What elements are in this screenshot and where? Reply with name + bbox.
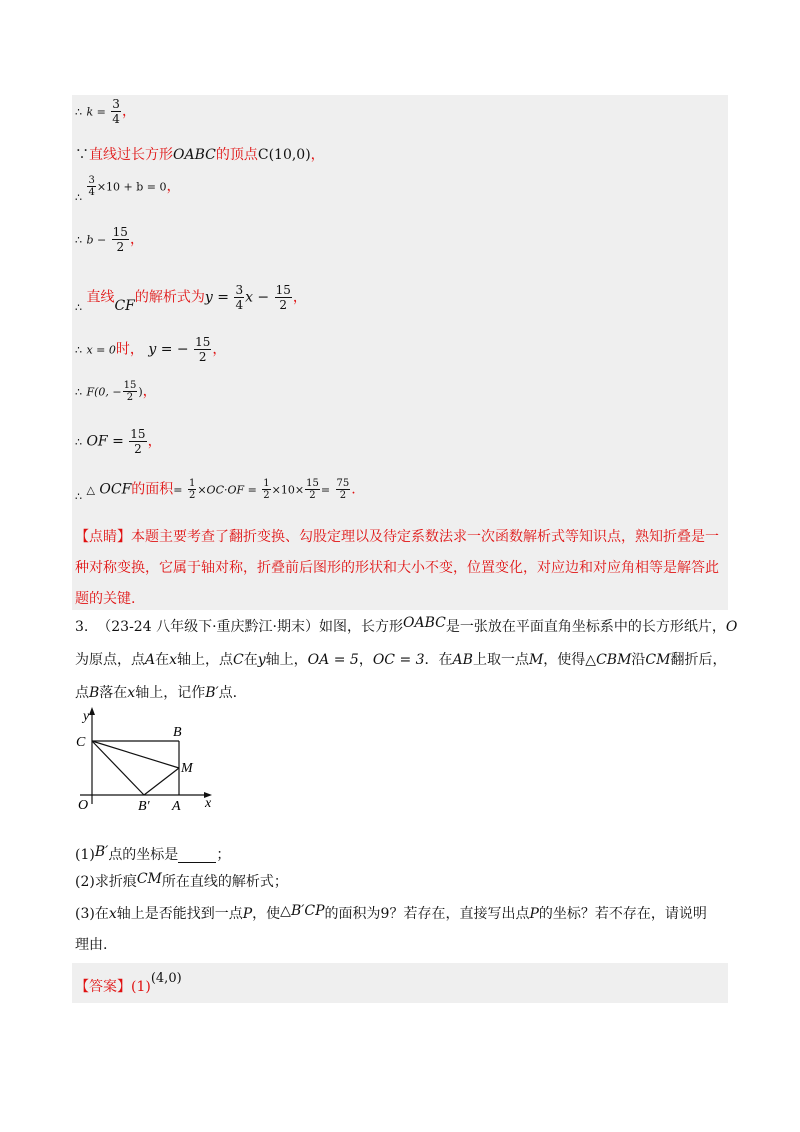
label-m: M (181, 761, 193, 776)
question-line-3: 点B落在x轴上，记作B′点. (75, 685, 238, 701)
step-b-value: ∴ b − $\frac{15}{2}$ ， (75, 225, 144, 254)
step-point-f: ∴ F(0, − $\frac{15}{2}$ )， (75, 380, 157, 403)
question-line-1: 3. （23-24 八年级下·重庆黔江·期末）如图，长方形OABC是一张放在平面直角坐标系中的长方形纸片，O (75, 615, 738, 635)
question-line-2: 为原点，点A在x轴上，点C在y轴上，OA = 5，OC = 3．在AB上取一点M，使得△CBM沿CM翻折后， (75, 652, 727, 668)
fraction-3-4-slope: $\frac{3}{4}$ (235, 283, 244, 312)
x-axis-label: x (205, 796, 212, 811)
subquestion-3-line-2: 理由. (75, 937, 108, 953)
comment-text: 本题主要考查了翻折变换、勾股定理以及待定系数法求一次函数解析式等知识点，熟知折叠是一种对称变换，它属于轴对称，折叠前后图形的形状和大小不变，位置变化，对应边和对应角相等是解答此题的关键. (75, 529, 719, 607)
segment-b-prime-m (144, 768, 179, 795)
coordinate-figure (72, 704, 222, 814)
label-c: C (76, 735, 86, 750)
fraction-15-2-y: $\frac{15}{2}$ (195, 335, 211, 364)
fraction-1-2-b: $\frac{1}{2}$ (263, 478, 270, 501)
subquestion-2: (2)求折痕CM所在直线的解析式； (75, 871, 288, 890)
answer-blank[interactable] (178, 848, 216, 863)
subquestion-1: (1)B′点的坐标是 ； (75, 844, 231, 863)
fraction-1-2-a: $\frac{1}{2}$ (188, 478, 196, 501)
step-of-length: ∴ OF = $\frac{15}{2}$ ， (75, 427, 162, 456)
fraction-15-2-intercept: $\frac{15}{2}$ (275, 283, 291, 312)
step-line-through-c: ∵直线过长方形OABC的顶点C(10,0)， (75, 147, 325, 163)
comment-tag: 【点睛】 (75, 529, 131, 545)
step-x-zero: ∴ x = 0时， y = − $\frac{15}{2}$ ， (75, 335, 227, 364)
y-axis-label: y (83, 709, 90, 724)
fraction-3-4: $\frac{3}{4}$ (112, 97, 120, 126)
fraction-75-2: $\frac{75}{2}$ (336, 478, 350, 501)
label-b-prime: B′ (138, 799, 150, 814)
label-a: A (172, 799, 181, 814)
fraction-15-2-area: $\frac{15}{2}$ (306, 478, 319, 501)
answer-value: (4,0) (150, 971, 182, 986)
subquestion-3-line-1: (3)在x轴上是否能找到一点P，使△B′CP的面积为9？若存在，直接写出点P的坐标？若不存在，请说明 (75, 903, 707, 922)
label-b: B (173, 725, 182, 740)
answer-line: 【答案】(1)(4,0) (75, 971, 182, 995)
label-o: O (78, 798, 89, 813)
step-area: $_\therefore$ △ OCF的面积= $\frac{1}{2}$ ×OC·OF = $\frac{1}{2}$ ×10× $\frac{15}{2}$ = $\frac{75}{2}$ . (75, 478, 356, 503)
fraction-3-4-small: $\frac{3}{4}$ (88, 175, 95, 198)
step-line-cf-equation: $_\therefore$ 直线CF的解析式为y = $\frac{3}{4}$ x − $\frac{15}{2}$ ， (75, 283, 307, 314)
fraction-15-2: $\frac{15}{2}$ (112, 225, 128, 254)
step-substitute: $_\therefore$ $\frac{3}{4}$ ×10 + b = 0， (75, 175, 181, 204)
comment-paragraph (75, 522, 725, 615)
step-k: ∴ k = $\frac{3}{4}$ ， (75, 97, 136, 126)
y-axis-arrow (89, 707, 95, 715)
fraction-15-2-f: $\frac{15}{2}$ (123, 380, 137, 403)
fraction-15-2-of: $\frac{15}{2}$ (130, 427, 146, 456)
answer-tag: 【答案】 (75, 979, 131, 995)
